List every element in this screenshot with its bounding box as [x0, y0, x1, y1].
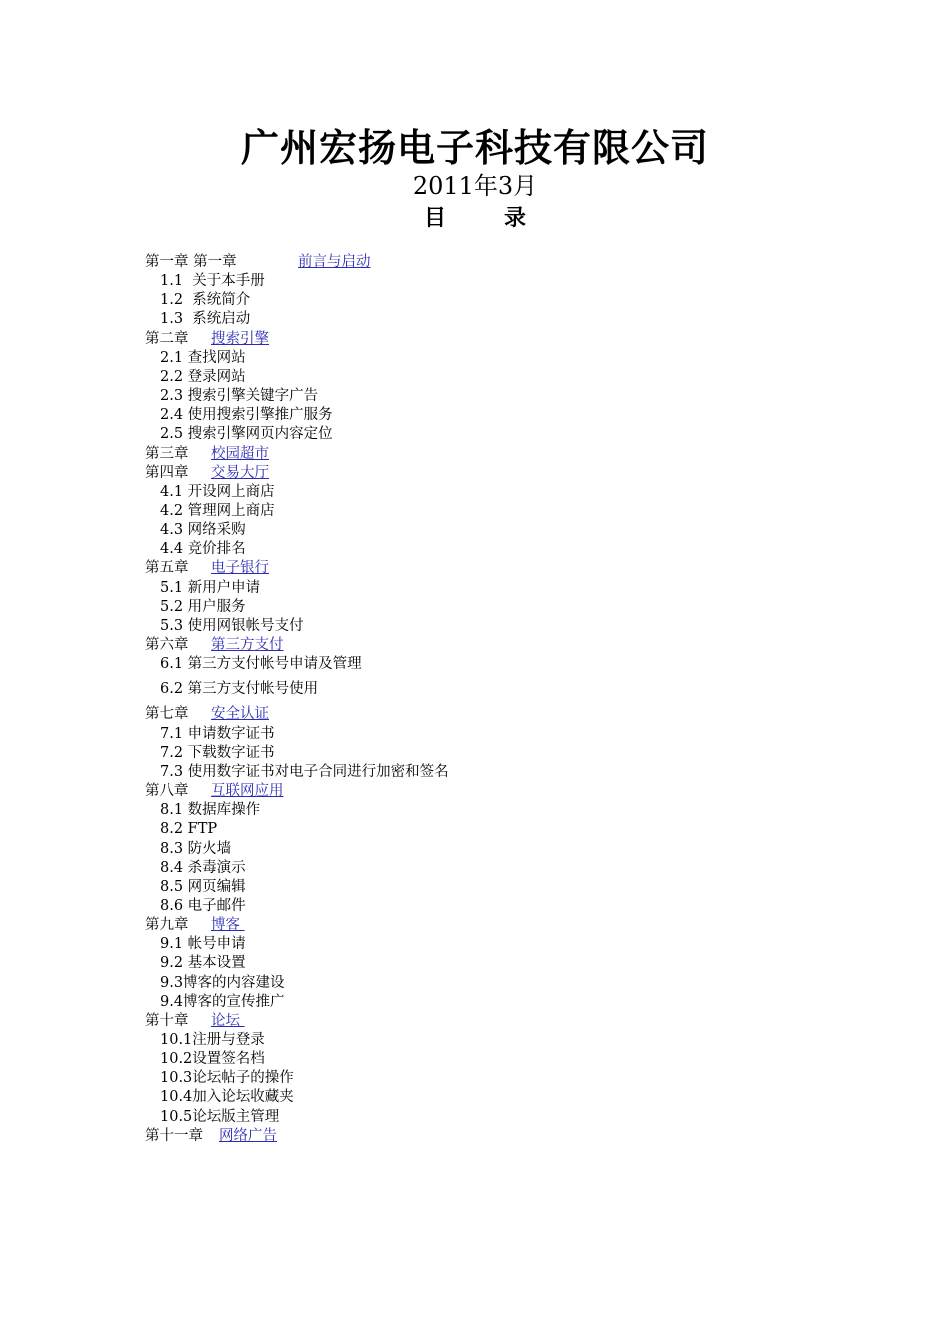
section-label: 2.5 搜索引擎网页内容定位	[160, 426, 333, 443]
toc-section	[160, 521, 246, 540]
company-name: 广州宏扬电子科技有限公司	[240, 125, 709, 170]
toc-section	[160, 406, 333, 425]
chapter-link[interactable]: 第三方支付	[211, 637, 284, 653]
toc-heading	[0, 202, 950, 234]
chapter-link[interactable]: 博客	[211, 917, 245, 934]
section-label: 1.3 系统启动	[160, 311, 251, 328]
toc-section	[160, 1088, 294, 1107]
section-label: 7.1 申请数字证书	[160, 725, 275, 742]
section-label: 10.4加入论坛收藏夹	[160, 1089, 294, 1106]
section-label: 8.3 防火墙	[160, 840, 232, 857]
toc-section	[160, 425, 333, 444]
section-label: 4.1 开设网上商店	[160, 483, 275, 500]
section-label: 9.1 帐号申请	[160, 936, 246, 953]
toc-section	[160, 1031, 265, 1050]
chapter-label: 第一章 第一章	[145, 254, 237, 270]
toc-section	[160, 1108, 279, 1127]
section-label: 4.2 管理网上商店	[160, 503, 275, 519]
section-label: 7.3 使用数字证书对电子合同进行加密和签名	[160, 763, 449, 780]
section-label: 4.3 网络采购	[160, 522, 246, 539]
toc-section	[160, 725, 275, 744]
toc-section	[160, 680, 318, 699]
section-label: 8.6 电子邮件	[160, 897, 246, 914]
chapter-link[interactable]: 安全认证	[211, 706, 269, 723]
chapter-link[interactable]: 交易大厅	[211, 464, 269, 481]
toc-chapter	[145, 330, 269, 349]
chapter-label: 第十一章	[145, 1127, 203, 1144]
section-label: 8.4 杀毒演示	[160, 859, 246, 876]
chapter-link[interactable]: 前言与启动	[298, 254, 371, 270]
section-label: 8.5 网页编辑	[160, 878, 246, 895]
toc-section	[160, 744, 275, 763]
toc-section	[160, 935, 246, 954]
toc-section	[160, 502, 275, 521]
toc-chapter	[145, 253, 371, 272]
chapter-label: 第六章	[145, 637, 189, 653]
toc-section	[160, 291, 250, 310]
toc-chapter	[145, 1127, 277, 1146]
toc-section	[160, 859, 246, 878]
section-label: 10.2设置签名档	[160, 1051, 265, 1068]
toc-section	[160, 954, 246, 973]
toc-section	[160, 349, 246, 368]
chapter-link[interactable]: 电子银行	[211, 560, 269, 577]
section-label: 10.5论坛版主管理	[160, 1108, 280, 1125]
toc-section	[160, 617, 304, 636]
toc-section	[160, 310, 250, 329]
toc-section	[160, 974, 285, 993]
section-label: 9.2 基本设置	[160, 955, 246, 972]
toc-chapter	[145, 782, 284, 801]
chapter-label: 第二章	[145, 330, 189, 347]
chapter-label: 第五章	[145, 560, 189, 577]
toc-heading-left: 目	[423, 205, 446, 231]
toc-section	[160, 820, 217, 839]
toc-chapter	[145, 445, 269, 464]
section-label: 10.1注册与登录	[160, 1032, 265, 1048]
section-label: 6.1 第三方支付帐号申请及管理	[160, 656, 362, 673]
section-label: 2.2 登录网站	[160, 368, 246, 385]
section-label: 10.3论坛帖子的操作	[160, 1070, 294, 1087]
toc-chapter	[145, 705, 269, 724]
toc-chapter	[145, 636, 284, 655]
section-label: 6.2 第三方支付帐号使用	[160, 681, 319, 698]
section-label: 5.1 新用户申请	[160, 579, 261, 596]
chapter-link[interactable]: 校园超市	[211, 445, 269, 462]
toc-section	[160, 1069, 294, 1088]
chapter-link[interactable]: 网络广告	[219, 1127, 277, 1144]
toc-chapter	[145, 916, 245, 935]
chapter-label: 第七章	[145, 706, 189, 723]
section-label: 4.4 竞价排名	[160, 541, 246, 558]
toc-section	[160, 840, 231, 859]
chapter-link[interactable]: 论坛	[211, 1012, 245, 1029]
toc-section	[160, 579, 260, 598]
section-label: 8.1 数据库操作	[160, 802, 261, 819]
section-label: 9.4博客的宣传推广	[160, 993, 285, 1010]
chapter-label: 第三章	[145, 445, 189, 462]
chapter-link[interactable]: 互联网应用	[211, 783, 284, 799]
toc-chapter	[145, 559, 269, 578]
chapter-label: 第十章	[145, 1012, 189, 1029]
section-label: 8.2 FTP	[160, 821, 218, 838]
section-label: 2.4 使用搜索引擎推广服务	[160, 407, 333, 424]
section-label: 2.3 搜索引擎关键字广告	[160, 388, 319, 405]
toc-section	[160, 878, 246, 897]
chapter-label: 第四章	[145, 464, 189, 481]
section-label: 5.2 用户服务	[160, 598, 246, 615]
section-label: 2.1 查找网站	[160, 349, 246, 366]
toc-section	[160, 483, 275, 502]
toc-chapter	[145, 464, 269, 483]
section-label: 9.3博客的内容建设	[160, 974, 285, 991]
toc-section	[160, 763, 449, 782]
document-date: 2011年3月	[412, 172, 538, 200]
chapter-link[interactable]: 搜索引擎	[211, 330, 269, 347]
chapter-label: 第八章	[145, 783, 189, 799]
toc-heading-right: 录	[504, 205, 527, 231]
toc-section	[160, 387, 318, 406]
section-label: 1.1 关于本手册	[160, 273, 265, 290]
section-label: 7.2 下载数字证书	[160, 744, 275, 761]
toc-section	[160, 655, 362, 674]
toc-section	[160, 801, 260, 820]
toc-section	[160, 1050, 265, 1069]
chapter-label: 第九章	[145, 917, 189, 934]
toc-chapter	[145, 1012, 245, 1031]
toc-section	[160, 540, 246, 559]
toc-section	[160, 897, 246, 916]
section-label: 1.2 系统简介	[160, 292, 251, 309]
toc-section	[160, 598, 246, 617]
toc-section	[160, 272, 265, 291]
section-label: 5.3 使用网银帐号支付	[160, 617, 304, 634]
toc-section	[160, 368, 246, 387]
toc-section	[160, 993, 285, 1012]
